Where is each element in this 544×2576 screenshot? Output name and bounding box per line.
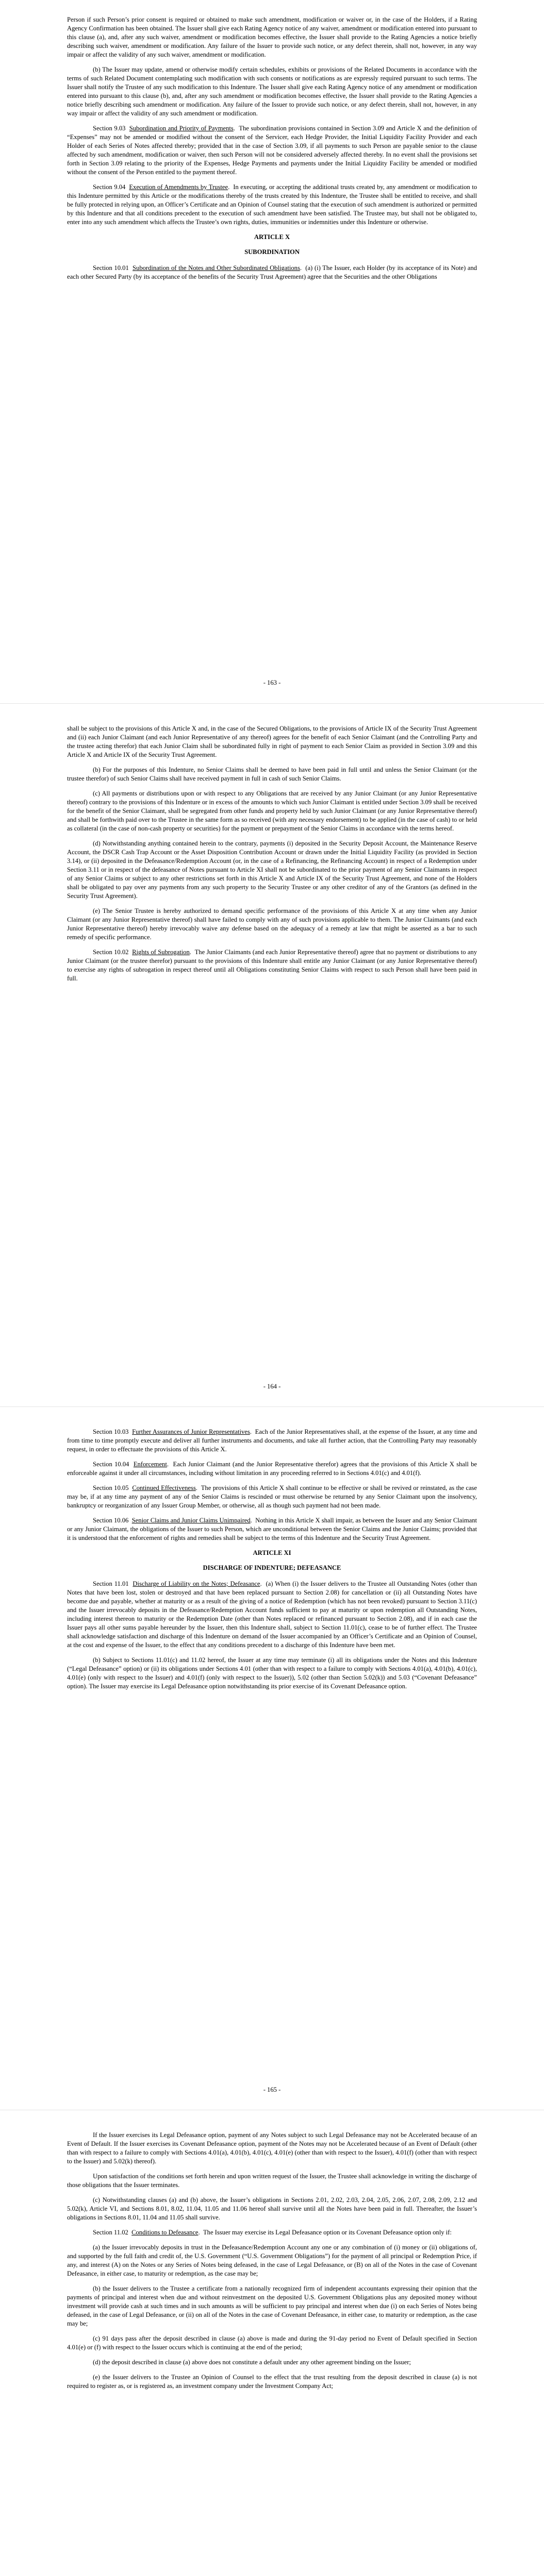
paragraph: (d) Notwithstanding anything contained herein to the contrary, payments (i) deposited in the Security Deposit Account, the Maintenance Reserve Account, the DSCR Cash Trap Account or the Asset Disposition Contribution Account or drawn under the Initial Liquidity Facility (as provided in Section 3.14), or (ii) deposited in the Defeasance/Redemption Account (or, in the case of a Refinancing, the Refinancing Account) in respect of a Redemption under Section 3.11 or in respect of the defeasance of Notes pursuant to Article XI shall not be subordinated to the prior payment of any Senior Claimants in respect of any Senior Claims or subject to any other restrictions set forth in this Article X and Article IX of the Security Trust Agreement, and none of the Holders shall be obligated to pay over any payments from any such property to the Security Trustee or any other creditor of any of the Grantors (as defined in the Security Trust Agreement).: [67, 840, 477, 900]
section-caption: Section 10.06: [93, 1517, 129, 1524]
section-paragraph: Section 9.03 Subordination and Priority of Payments. The subordination provisions contained in Section 3.09 and Article X and the definition of “Expenses” may not be amended or modified without the consent of the Servicer, each Hedge Provider, the Initial Liquidity Facility Provider and each Holder of each Series of Notes affected thereby; provided that in the case of Section 3.09, if all payments to such Person are payable senior to the clause affected by such amendment, modification or waiver, then such Person will not be considered adversely affected thereby. In no event shall the provisions set forth in Section 3.09 relating to the priority of the Expenses, Hedge Payments and payments under the Initial Liquidity Facility be amended or modified without the consent of the Person entitled to the payment thereof.: [67, 125, 477, 176]
section-caption: Section 10.01: [93, 264, 129, 272]
section-title: Continued Effectiveness: [132, 1484, 196, 1492]
section-title: Enforcement: [133, 1461, 167, 1468]
paragraph: (c) Notwithstanding clauses (a) and (b) above, the Issuer’s obligations in Sections 2.01, 2.02, 2.03, 2.04, 2.05, 2.06, 2.07, 2.08, 2.09, 2.12 and 5.02(k), Article VI, and Sections 8.01, 8.02, 11.04, 11.05 and 11.06 hereof shall survive until all the Notes have been paid in full. Thereafter, the Issuer’s obligations in Sections 8.01, 11.04 and 11.05 shall survive.: [67, 2196, 477, 2221]
paragraph: (c) 91 days pass after the deposit described in clause (a) above is made and during the 91-day period no Event of Default specified in Section 4.01(e) or (f) with respect to the Issuer occurs which is continuing at the end of the period;: [67, 2335, 477, 2351]
section-caption: Section 9.04: [93, 183, 126, 191]
section-paragraph: Section 11.02 Conditions to Defeasance. The Issuer may exercise its Legal Defeasance option or its Covenant Defeasance option only if:: [93, 2229, 452, 2236]
section-title: Discharge of Liability on the Notes; Defeasance: [133, 1580, 260, 1587]
paragraph: (b) Subject to Sections 11.01(c) and 11.02 hereof, the Issuer at any time may terminate (i) all its obligations under the Notes and this Indenture (“Legal Defeasance” option) or (ii) its obligations under Sections 4.01 (other than with respect to a failure to comply with Sections 4.01(a), 4.01(b), 4.01(c), 4.01(e) (only with respect to the Issuer) and 4.01(f) (only with respect to the Issuer)), 5.02 (other than Section 5.02(k)) and 5.03 (“Covenant Defeasance” option). The Issuer may exercise its Legal Defeasance option notwithstanding its prior exercise of its Covenant Defeasance option.: [67, 1656, 477, 1690]
page-number: - 163 -: [263, 679, 281, 686]
section-title: Further Assurances of Junior Representatives: [132, 1428, 250, 1435]
section-title: Subordination and Priority of Payments: [129, 125, 234, 132]
paragraph: (b) For the purposes of this Indenture, no Senior Claims shall be deemed to have been paid in full until and unless the Senior Claimant (or the trustee therefor) of such Senior Claims shall have received payment in full in cash of such Senior Claims.: [67, 766, 477, 782]
paragraph: shall be subject to the provisions of this Article X and, in the case of the Secured Obligations, to the provisions of Article IX of the Security Trust Agreement and (ii) each Junior Claimant (and each Junior Representative of any thereof) agrees for the benefit of each Senior Claimant (and the Controlling Party and the trustee acting therefor) that each Junior Claim shall be subordinated fully in right of payment to each Senior Claim as provided in Section 3.09 and this Article X and Article IX of the Security Trust Agreement.: [67, 725, 477, 758]
section-caption: Section 10.02: [93, 948, 129, 956]
page-content: [67, 2131, 477, 2397]
section-caption: Section 11.02: [93, 2229, 128, 2236]
paragraph: (e) the Issuer delivers to the Trustee an Opinion of Counsel to the effect that the trust resulting from the deposit described in clause (a) is not required to register as, or is registered as, an investment company under the Investment Company Act;: [67, 2374, 477, 2389]
article-title: SUBORDINATION: [244, 248, 300, 256]
page-content: [67, 724, 477, 989]
paragraph: (d) the deposit described in clause (a) above does not constitute a default under any other agreement binding on the Issuer;: [93, 2359, 411, 2366]
section-caption: Section 10.05: [93, 1484, 129, 1492]
section-paragraph: Section 10.02 Rights of Subrogation. The Junior Claimants (and each Junior Representative thereof) agree that no payment or distributions to any Junior Claimant (or the trustee therefor) pursuant to the provisions of this Indenture shall entitle any Junior Claimant (or any Junior Representative thereof) to exercise any rights of subrogation in respect thereof until all Obligations constituting Senior Claims with respect to such Person shall have been paid in full.: [67, 948, 477, 982]
article-title: DISCHARGE OF INDENTURE; DEFEASANCE: [203, 1564, 341, 1571]
page-163: [0, 0, 544, 703]
section-paragraph: Section 9.04 Execution of Amendments by Trustee. In executing, or accepting the additional trusts created by, any amendment or modification to this Indenture permitted by this Article or the modifications thereby of the trusts created by this Indenture, the Trustee shall be entitled to receive, and shall be fully protected in relying upon, an Officer’s Certificate and an Opinion of Counsel stating that the execution of such amendment is authorized or permitted by this Indenture and that all conditions precedent to the execution of such amendment have been satisfied. The Trustee may, but shall not be obligated to, enter into any such amendment which affects the Trustee’s own rights, duties, immunities or indemnities under this Indenture or otherwise.: [67, 183, 477, 226]
paragraph: If the Issuer exercises its Legal Defeasance option, payment of any Notes subject to such Legal Defeasance may not be Accelerated because of an Event of Default. If the Issuer exercises its Covenant Defeasance option, payment of the Notes may not be Accelerated because of an Event of Default (other than with respect to a failure to comply with Sections 4.01(a), 4.01(b), 4.01(c), 4.01(e) (other than with respect to the Issuer), 4.01(f) (other than with respect to the Issuer) and 5.02(k) thereof).: [67, 2131, 477, 2165]
article-heading: ARTICLE XI: [253, 1549, 291, 1556]
page-number: - 165 -: [263, 2086, 281, 2093]
page-content: [67, 1428, 477, 1697]
paragraph: Person if such Person’s prior consent is required or obtained to make such amendment, modification or waiver or, in the case of the Holders, if a Rating Agency Confirmation has been obtained. The Issuer shall give each Rating Agency notice of any waiver, amendment or modification entered into pursuant to this clause (a), and, after any such waiver, amendment or modification becomes effective, the Issuer shall provide to the Rating Agencies a notice briefly describing such waiver, amendment or modification. Any failure of the Issuer to provide such notice, or any defect therein, shall not, however, in any way impair or affect the validity of any such waiver, amendment or modification.: [67, 16, 477, 58]
paragraph: (e) The Senior Trustee is hereby authorized to demand specific performance of the provisions of this Article X at any time when any Junior Claimant (or any Junior Representative thereof) shall have failed to comply with any of such provisions applicable to them. The Junior Claimants (and each Junior Representative thereof) hereby irrevocably waive any defense based on the adequacy of a remedy at law that might be asserted as a bar to such remedy of specific performance.: [67, 907, 477, 941]
section-caption: Section 10.03: [93, 1428, 129, 1435]
paragraph: Upon satisfaction of the conditions set forth herein and upon written request of the Issuer, the Trustee shall acknowledge in writing the discharge of those obligations that the Issuer terminates.: [67, 2173, 477, 2189]
section-paragraph: Section 11.01 Discharge of Liability on the Notes; Defeasance. (a) When (i) the Issuer delivers to the Trustee all Outstanding Notes (other than Notes that have been lost, stolen or destroyed and that have been replaced pursuant to Section 2.08) for cancellation or (ii) all Outstanding Notes have become due and payable, whether at maturity or as a result of the giving of a notice of Redemption (which has not been revoked) pursuant to Section 3.11(c) and the Issuer irrevocably deposits in the Defeasance/Redemption Account funds sufficient to pay at maturity or upon redemption all Outstanding Notes, including interest thereon to maturity or the Redemption Date (other than Notes replaced or refinanced pursuant to Section 2.08), and if in each case the Issuer pays all other sums payable hereunder by the Issuer, then this Indenture shall, subject to Section 11.01(c), cease to be of further effect. The Trustee shall acknowledge satisfaction and discharge of this Indenture on demand of the Issuer accompanied by an Officer’s Certificate and an Opinion of Counsel, at the cost and expense of the Issuer, to the effect that any conditions precedent to a discharge of this Indenture have been met.: [67, 1580, 477, 1649]
section-paragraph: Section 10.01 Subordination of the Notes and Other Subordinated Obligations. (a) (i) The Issuer, each Holder (by its acceptance of its Note) and each other Secured Party (by its acceptance of the benefits of the Security Trust Agreement) agree that the Securities and the other Obligations: [67, 264, 477, 280]
paragraph: (a) the Issuer irrevocably deposits in trust in the Defeasance/Redemption Account any one or any combination of (i) money or (ii) obligations of, and supported by the full faith and credit of, the U.S. Government (“U.S. Government Obligations”) for the payment of all principal or Redemption Price, if any, and interest (A) on the Notes or any Series of Notes being defeased, in the case of Legal Defeasance, or (B) on all of the Notes in the case of Covenant Defeasance, in either case, to maturity or redemption, as the case may be;: [67, 2244, 477, 2277]
paragraph: (c) All payments or distributions upon or with respect to any Obligations that are received by any Junior Claimant (or any Junior Representative thereof) contrary to the provisions of this Indenture or in excess of the amounts to which such Junior Claimant is entitled under Section 3.09 shall be received for the benefit of the Senior Claimant, shall be segregated from other funds and property held by such Junior Claimant (or any Junior Representative thereof) and shall be forthwith paid over to the Trustee in the same form as so received (with any necessary endorsement) to be applied (in the case of cash) to or held as collateral (in the case of non-cash property or securities) for the payment or prepayment of the Senior Claims in accordance with the terms hereof.: [67, 790, 477, 832]
paragraph: (b) the Issuer delivers to the Trustee a certificate from a nationally recognized firm of independent accountants expressing their opinion that the payments of principal and interest when due and without reinvestment on the deposited U.S. Government Obligations plus any deposited money without investment will provide cash at such times and in such amounts as will be sufficient to pay principal and interest when due (i) on each Series of Notes being defeased, in the case of Legal Defeasance, or (ii) on all of the Notes in the case of Covenant Defeasance, in either case, to maturity or redemption, as the case may be;: [67, 2285, 477, 2327]
section-paragraph: Section 10.05 Continued Effectiveness. The provisions of this Article X shall continue to be effective or shall be revived or reinstated, as the case may be, if at any time any payment of any of the Senior Claims is rescinded or must otherwise be returned by any Senior Claimant upon the insolvency, bankruptcy or reorganization of any Issuer Group Member, or otherwise, all as though such payment had not been made.: [67, 1484, 477, 1509]
section-paragraph: Section 10.04 Enforcement. Each Junior Claimant (and the Junior Representative therefor) agrees that the provisions of this Article X shall be enforceable against it under all circumstances, including without limitation in any proceeding referred to in Sections 4.01(c) and 4.01(f).: [67, 1461, 477, 1477]
section-caption: Section 11.01: [93, 1580, 129, 1587]
page-number: - 164 -: [263, 1383, 281, 1390]
section-caption: Section 10.04: [93, 1461, 129, 1468]
section-title: Conditions to Defeasance: [131, 2229, 199, 2236]
article-heading: ARTICLE X: [254, 233, 290, 241]
section-caption: Section 9.03: [93, 125, 126, 132]
page-165: [0, 1406, 544, 2110]
page-164: [0, 703, 544, 1406]
paragraph: (b) The Issuer may update, amend or otherwise modify certain schedules, exhibits or provisions of the Related Documents in accordance with the terms of such Related Document contemplating such modification with such consents or notifications as are expressly required pursuant to such terms. The Issuer shall notify the Trustee of any such modification to this Indenture. The Issuer shall give each Rating Agency notice of any amendment or modification entered into pursuant to this clause (b), and, after any such amendment or modification becomes effective, the Issuer shall provide to the Rating Agencies a notice briefly describing such amendment or modification. Any failure of the Issuer to provide such notice, or any defect therein, shall not, however, in any way impair or affect the validity of any such amendment or modification.: [67, 66, 477, 117]
section-paragraph: Section 10.06 Senior Claims and Junior Claims Unimpaired. Nothing in this Article X shall impair, as between the Issuer and any Senior Claimant or any Junior Claimant, the obligations of the Issuer to such Person, which are unconditional between the Senior Claims and the Junior Claims; provided that it is understood that the enforcement of rights and remedies shall be subject to the terms of this Indenture and the Security Trust Agreement.: [67, 1517, 477, 1541]
section-title: Execution of Amendments by Trustee: [129, 183, 228, 191]
page-content: [67, 15, 477, 287]
section-title: Subordination of the Notes and Other Subordinated Obligations: [133, 264, 300, 272]
section-title: Senior Claims and Junior Claims Unimpaired: [131, 1517, 251, 1524]
section-paragraph: Section 10.03 Further Assurances of Junior Representatives. Each of the Junior Representatives shall, at the expense of the Issuer, at any time and from time to time promptly execute and deliver all further instruments and documents, and take all further action, that the Controlling Party may reasonably request, in order to effectuate the provisions of this Article X.: [67, 1428, 477, 1453]
section-title: Rights of Subrogation: [132, 948, 190, 956]
page-166: [0, 2110, 544, 2576]
